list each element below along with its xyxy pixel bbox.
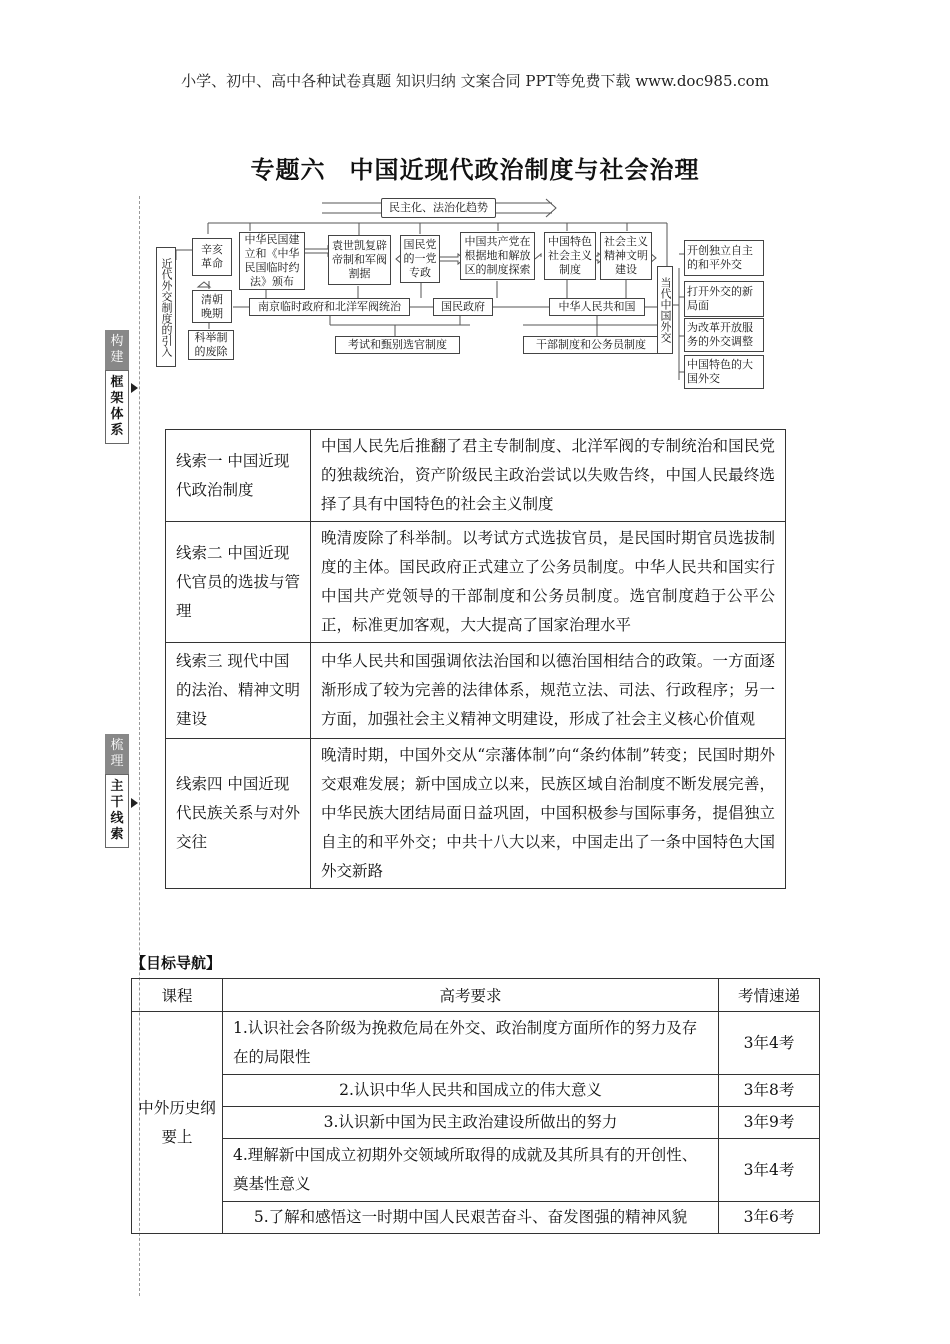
contemporary-diplomacy-box: 当代中国外交: [657, 266, 673, 354]
goals-table: [131, 978, 820, 1234]
side-tab-clues-top: 梳理: [105, 734, 129, 774]
frequency-cell: 3年9考: [719, 1107, 820, 1139]
column-header: 课程: [132, 979, 223, 1012]
requirement-cell: 3.认识新中国为民主政治建设所做出的努力: [223, 1107, 719, 1139]
frequency-cell: 3年4考: [719, 1012, 820, 1075]
table-row: [132, 1107, 820, 1139]
table-row: [166, 522, 786, 643]
table-header-row: [132, 979, 820, 1012]
roc-founding-box: 中华民国建立和《中华民国临时约法》颁布: [239, 232, 305, 290]
nanjing-beiyang-box: 南京临时政府和北洋军阀统治: [249, 298, 410, 316]
diplomacy-item: 打开外交的新局面: [684, 281, 764, 317]
table-row: [132, 1139, 820, 1202]
cadre-civil-service-box: 干部制度和公务员制度: [523, 336, 659, 354]
requirement-cell: 5.了解和感悟这一时期中国人民艰苦奋斗、奋发图强的精神风貌: [223, 1202, 719, 1234]
clues-table: [165, 429, 786, 889]
title-part1: 专题六: [250, 155, 326, 184]
clue-value: 中国人民先后推翻了君主专制制度、北洋军阀的专制统治和国民党的独裁统治，资产阶级民主政治尝试以失败告终，中国人民最终选择了具有中国特色的社会主义制度: [311, 430, 786, 522]
column-header: 高考要求: [223, 979, 719, 1012]
side-tab-framework-bottom: 框架体系: [105, 370, 129, 444]
xinhai-revolution-box: 辛亥革命: [192, 238, 232, 276]
frequency-cell: 3年4考: [719, 1139, 820, 1202]
requirement-cell: 4.理解新中国成立初期外交领域所取得的成就及其所具有的开创性、奠基性意义: [223, 1139, 719, 1202]
yuan-restoration-box: 袁世凯复辟帝制和军阀割据: [328, 235, 391, 285]
table-row: [132, 1202, 820, 1234]
table-row: [166, 643, 786, 739]
national-government-box: 国民政府: [433, 298, 493, 316]
clue-key: 线索三 现代中国的法治、精神文明建设: [166, 643, 311, 739]
clue-key: 线索二 中国近现代官员的选拔与管理: [166, 522, 311, 643]
prc-box: 中华人民共和国: [549, 298, 645, 316]
clue-key: 线索一 中国近现代政治制度: [166, 430, 311, 522]
exam-selection-box: 考试和甄别选官制度: [335, 336, 460, 354]
side-tab-framework-top: 构建: [105, 330, 129, 370]
column-header: 考情速递: [719, 979, 820, 1012]
diplomacy-item: 中国特色的大国外交: [684, 355, 764, 389]
requirement-cell: 1.认识社会各阶级为挽救危局在外交、政治制度方面所作的努力及存在的局限性: [223, 1012, 719, 1075]
clue-value: 晚清废除了科举制。以考试方式选拔官员，是民国时期官员选拔制度的主体。国民政府正式建立了公务员制度。中华人民共和国实行中国共产党领导的干部制度和公务员制度。选官制度趋于公平公正，标准更加客观，大大提高了国家治理水平: [311, 522, 786, 643]
keju-abolition-box: 科举制的废除: [188, 330, 234, 360]
table-row: [166, 739, 786, 889]
clue-value: 中华人民共和国强调依法治国和以德治国相结合的政策。一方面逐渐形成了较为完善的法律体系，规范立法、司法、行政程序；另一方面，加强社会主义精神文明建设，形成了社会主义核心价值观: [311, 643, 786, 739]
table-row: [132, 1012, 820, 1075]
requirement-cell: 2.认识中华人民共和国成立的伟大意义: [223, 1075, 719, 1107]
late-qing-box: 清朝晚期: [192, 290, 232, 323]
kmt-one-party-box: 国民党的一党专政: [400, 235, 440, 283]
clue-key: 线索四 中国近现代民族关系与对外交往: [166, 739, 311, 889]
diplomacy-item: 为改革开放服务的外交调整: [684, 318, 764, 352]
frequency-cell: 3年8考: [719, 1075, 820, 1107]
table-row: [132, 1075, 820, 1107]
course-cell: 中外历史纲要上: [132, 1012, 223, 1234]
socialism-chinese-characteristics-box: 中国特色社会主义制度: [544, 232, 596, 280]
diplomacy-item: 开创独立自主的和平外交: [684, 240, 764, 276]
ccp-base-areas-box: 中国共产党在根据地和解放区的制度探索: [460, 232, 535, 280]
frequency-cell: 3年6考: [719, 1202, 820, 1234]
side-tab-clues-bottom: 主干线索: [105, 774, 129, 848]
title-part2: 中国近现代政治制度与社会治理: [349, 155, 700, 184]
trend-box: 民主化、法治化趋势: [381, 198, 496, 218]
page-header: 小学、初中、高中各种试卷真题 知识归纳 文案合同 PPT等免费下载 www.doc985.com: [181, 72, 769, 90]
goals-label: 【目标导航】: [131, 954, 222, 972]
clue-value: 晚清时期，中国外交从“宗藩体制”向“条约体制”转变；民国时期外交艰难发展；新中国成立以来，民族区域自治制度不断发展完善，中华民族大团结局面日益巩固，中国积极参与国际事务，提倡独立自主的和平外交；中共十八大以来，中国走出了一条中国特色大国外交新路: [311, 739, 786, 889]
foreign-system-intro-box: 近代外交制度的引入: [156, 247, 176, 367]
table-row: [166, 430, 786, 522]
spiritual-civilization-box: 社会主义精神文明建设: [600, 232, 652, 280]
